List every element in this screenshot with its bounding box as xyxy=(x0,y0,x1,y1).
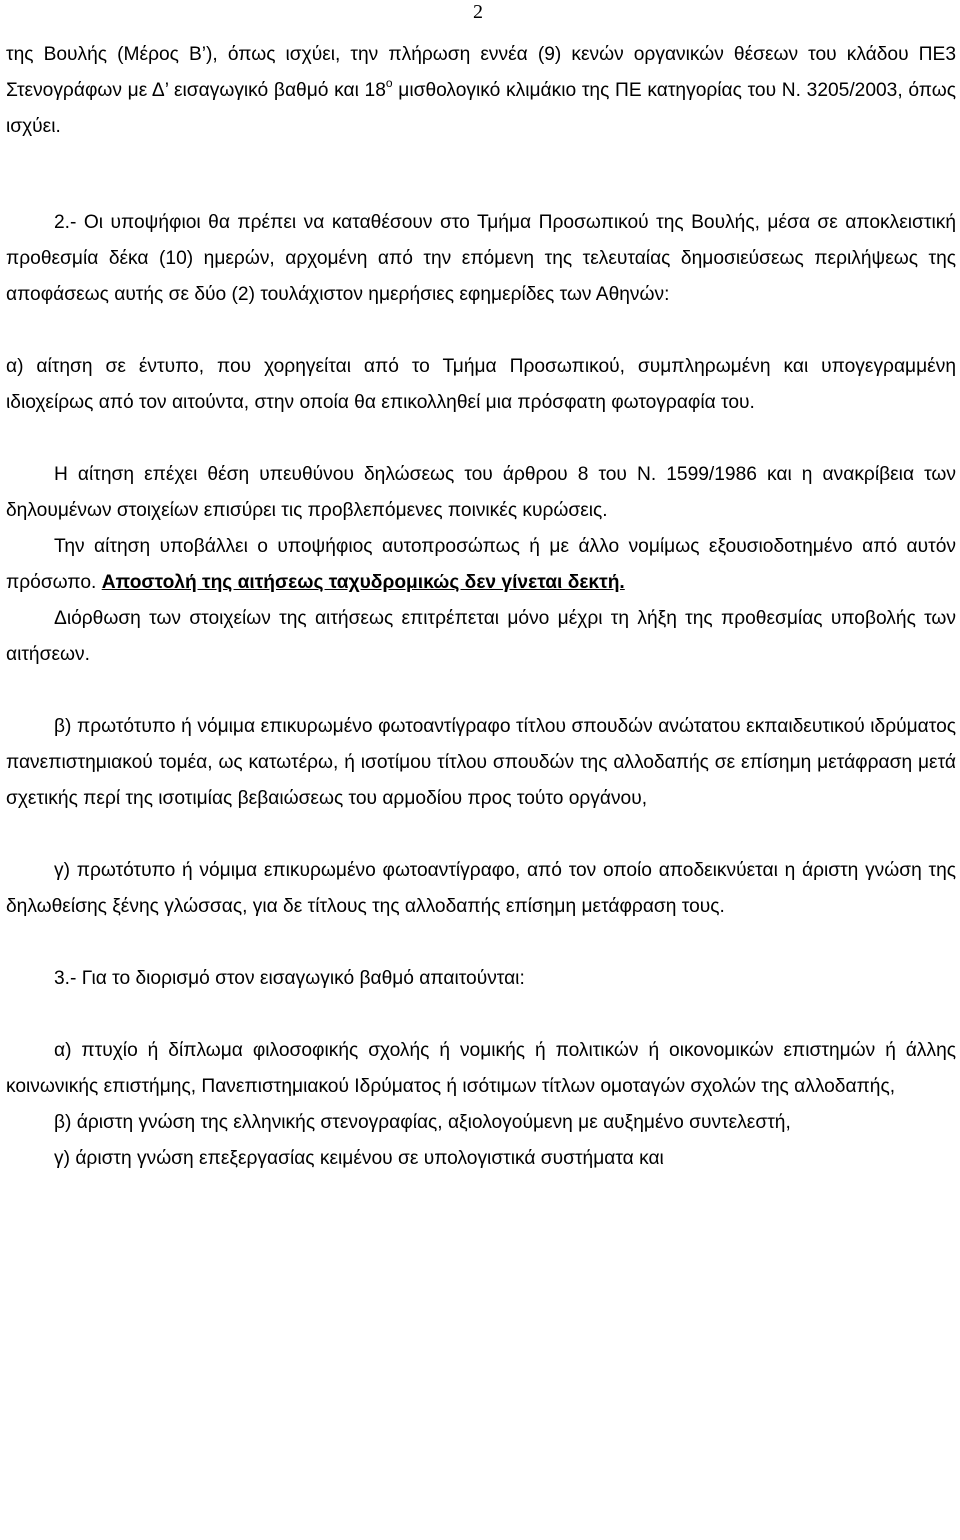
paragraph-correction: Διόρθωση των στοιχείων της αιτήσεως επιτρέπεται μόνο μέχρι τη λήξη της προθεσμίας υποβολής των αιτήσεων. xyxy=(6,608,956,665)
paragraph-item-a-application: α) αίτηση σε έντυπο, που χορηγείται από το Τμήμα Προσωπικού, συμπληρωμένη και υπογεγραμμένη ιδιοχείρως από τον αιτούντα, στην οποία θα επικολληθεί μια πρόσφατη φωτογραφία του. xyxy=(6,356,956,413)
paragraph-item-b-degree: β) πρωτότυπο ή νόμιμα επικυρωμένο φωτοαντίγραφο τίτλου σπουδών ανώτατου εκπαιδευτικού ιδρύματος πανεπιστημιακού τομέα, ως κατωτέρω, ή ισοτίμου τίτλου σπουδών της αλλοδαπής σε επίσημη μετάφραση μετά σχετικής περί της ισοτιμίας βεβαιώσεως του αρμοδίου προς τούτο οργάνου, xyxy=(6,716,956,809)
superscript-ordinal: ο xyxy=(385,76,393,90)
page-number: 2 xyxy=(473,1,483,23)
paragraph-requirement-c: γ) άριστη γνώση επεξεργασίας κειμένου σε υπολογιστικά συστήματα και xyxy=(54,1148,664,1169)
document-body xyxy=(6,37,956,1177)
paragraph-declaration: Η αίτηση επέχει θέση υπευθύνου δηλώσεως του άρθρου 8 του Ν. 1599/1986 και η ανακρίβεια των δηλουμένων στοιχείων επισύρει τις προβλεπόμενες ποινικές κυρώσεις. xyxy=(6,464,956,521)
paragraph-intro-tail: μισθολογικό κλιμάκιο της ΠΕ κατηγορίας του Ν. 3205/2003, όπως ισχύει. xyxy=(6,80,956,137)
paragraph-intro xyxy=(6,37,956,145)
paragraph-submission xyxy=(6,529,956,601)
paragraph-requirement-a: α) πτυχίο ή δίπλωμα φιλοσοφικής σχολής ή νομικής ή πολιτικών ή οικονομικών επιστημών ή άλλης κοινωνικής επιστήμης, Πανεπιστημιακού Ιδρύματος ή ισότιμων τίτλων ομοταγών σχολών της αλλοδαπής, xyxy=(6,1040,956,1097)
paragraph-requirement-b: β) άριστη γνώση της ελληνικής στενογραφίας, αξιολογούμενη με αυξημένο συντελεστή, xyxy=(54,1112,791,1133)
paragraph-submission-emphasis: Αποστολή της αιτήσεως ταχυδρομικώς δεν γίνεται δεκτή. xyxy=(101,572,625,593)
paragraph-intro-text: της Βουλής (Μέρος Β’), όπως ισχύει, την πλήρωση εννέα (9) κενών οργανικών θέσεων του κλάδου ΠΕ3 Στενογράφων με Δ’ εισαγωγικό βαθμό και 18 xyxy=(6,44,956,101)
paragraph-submission-text: Την αίτηση υποβάλλει ο υποψήφιος αυτοπροσώπως ή με άλλο νομίμως εξουσιοδοτημένο από αυτόν πρόσωπο. xyxy=(6,536,956,593)
paragraph-section-2: 2.- Οι υποψήφιοι θα πρέπει να καταθέσουν στο Τμήμα Προσωπικού της Βουλής, μέσα σε αποκλειστική προθεσμία δέκα (10) ημερών, αρχομένη από την επόμενη της τελευταίας δημοσιεύσεως περιλήψεως της αποφάσεως αυτής σε δύο (2) τουλάχιστον ημερήσιες εφημερίδες των Αθηνών: xyxy=(6,212,956,305)
paragraph-section-3: 3.- Για το διορισμό στον εισαγωγικό βαθμό απαιτούνται: xyxy=(54,968,525,989)
paragraph-item-c-language: γ) πρωτότυπο ή νόμιμα επικυρωμένο φωτοαντίγραφο, από τον οποίο αποδεικνύεται η άριστη γνώση της δηλωθείσης ξένης γλώσσας, για δε τίτλους της αλλοδαπής επίσημη μετάφραση τους. xyxy=(6,860,956,917)
